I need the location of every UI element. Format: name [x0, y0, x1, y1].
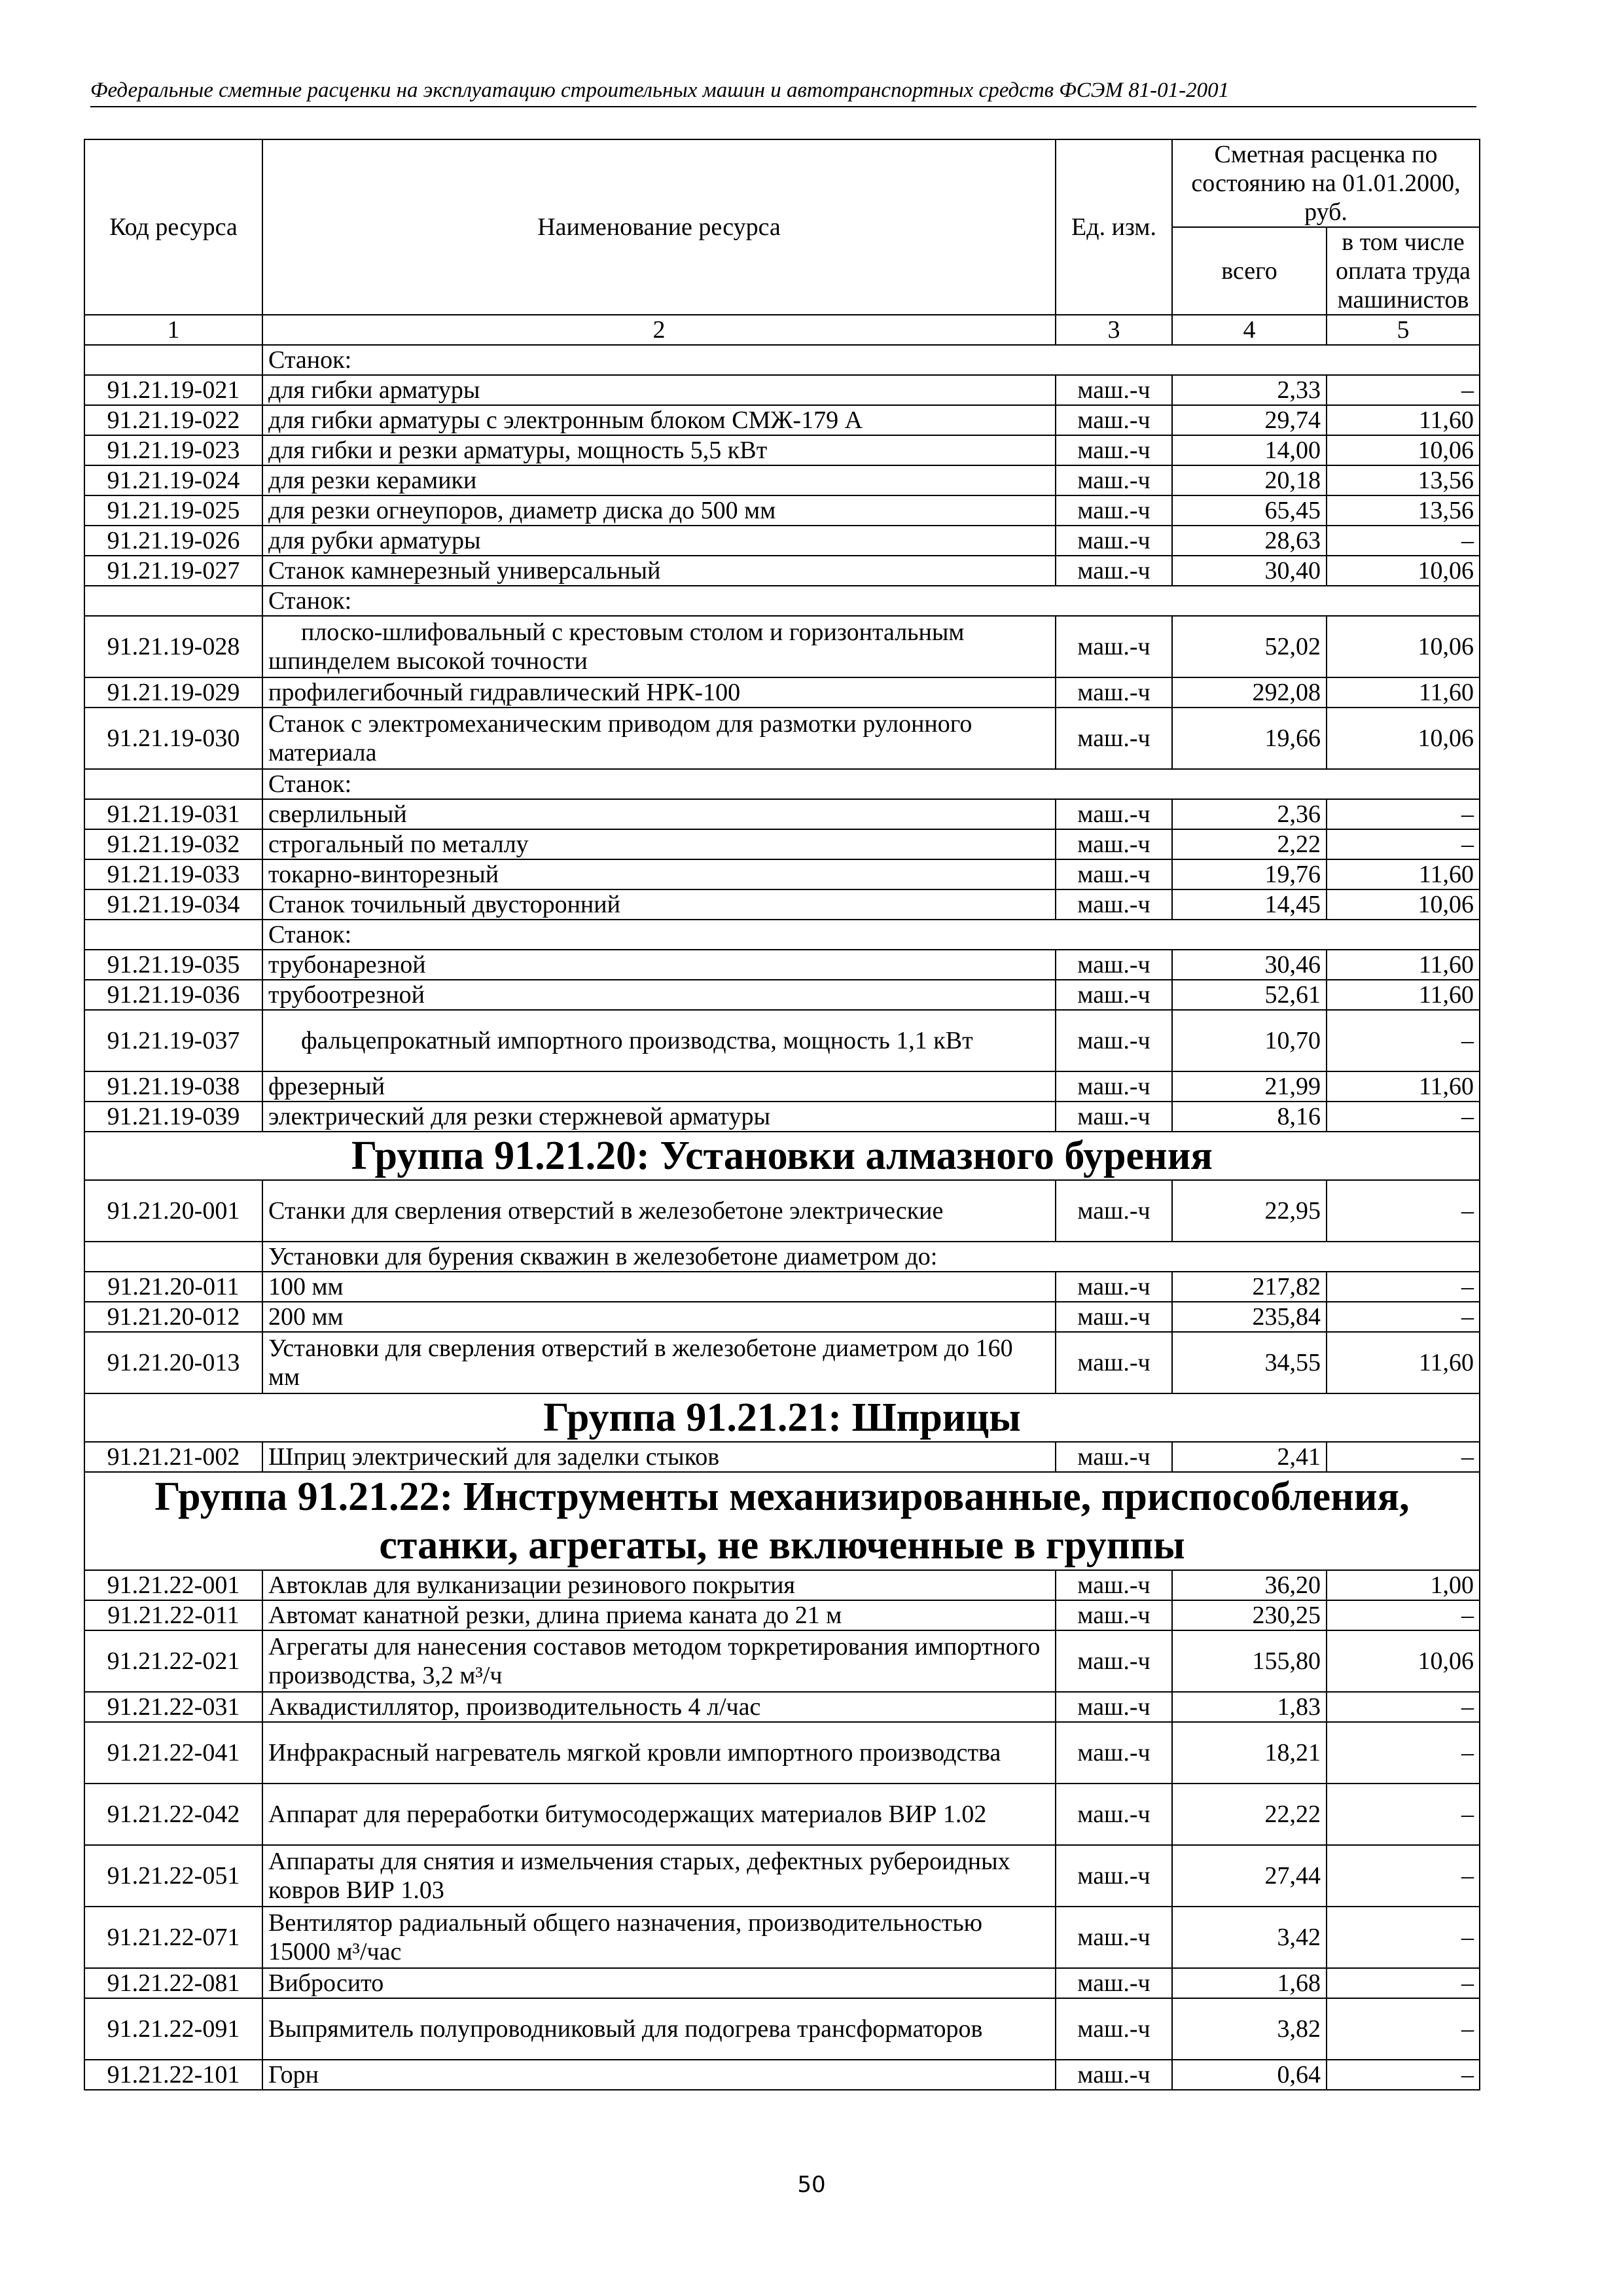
resource-code: 91.21.19-034 [84, 889, 262, 920]
group-title: Группа 91.21.20: Установки алмазного бурения [84, 1132, 1480, 1180]
resource-code: 91.21.19-031 [84, 799, 262, 829]
total-rate: 28,63 [1172, 526, 1327, 556]
table-row [84, 1784, 1480, 1845]
resource-code: 91.21.19-022 [84, 405, 262, 435]
resource-code: 91.21.22-042 [84, 1784, 262, 1845]
header-total: всего [1172, 227, 1327, 315]
total-rate: 2,36 [1172, 799, 1327, 829]
table-row [84, 1600, 1480, 1630]
labor-rate: – [1327, 799, 1480, 829]
total-rate: 22,22 [1172, 1784, 1327, 1845]
resource-code: 91.21.19-030 [84, 708, 262, 769]
unit-cell: маш.-ч [1056, 556, 1172, 586]
total-rate: 230,25 [1172, 1600, 1327, 1630]
code-cell [84, 920, 262, 950]
header-price: Сметная расценка по состоянию на 01.01.2000, руб. [1172, 139, 1480, 227]
resource-code: 91.21.22-031 [84, 1692, 262, 1722]
total-rate: 18,21 [1172, 1722, 1327, 1784]
subheading-label: Станок: [262, 920, 1480, 950]
resource-code: 91.21.22-081 [84, 1968, 262, 1998]
unit-cell: маш.-ч [1056, 1630, 1172, 1692]
table-row [84, 829, 1480, 859]
unit-cell: маш.-ч [1056, 1722, 1172, 1784]
unit-cell: маш.-ч [1056, 677, 1172, 708]
unit-cell: маш.-ч [1056, 1998, 1172, 2060]
labor-rate: 11,60 [1327, 677, 1480, 708]
resource-name: трубоотрезной [262, 980, 1056, 1010]
labor-rate: – [1327, 1102, 1480, 1132]
labor-rate: – [1327, 1784, 1480, 1845]
labor-rate: 11,60 [1327, 1071, 1480, 1102]
resource-name: 100 мм [262, 1272, 1056, 1302]
resource-name: Аппарат для переработки битумосодержащих материалов ВИР 1.02 [262, 1784, 1056, 1845]
table-row [84, 1180, 1480, 1242]
unit-cell: маш.-ч [1056, 2060, 1172, 2090]
labor-rate: – [1327, 1302, 1480, 1332]
unit-cell: маш.-ч [1056, 980, 1172, 1010]
table-row [84, 1845, 1480, 1907]
labor-rate: 11,60 [1327, 405, 1480, 435]
resource-name: сверлильный [262, 799, 1056, 829]
total-rate: 0,64 [1172, 2060, 1327, 2090]
total-rate: 22,95 [1172, 1180, 1327, 1242]
labor-rate: – [1327, 1692, 1480, 1722]
unit-cell: маш.-ч [1056, 465, 1172, 495]
total-rate: 1,68 [1172, 1968, 1327, 1998]
total-rate: 3,42 [1172, 1907, 1327, 1968]
header-name: Наименование ресурса [262, 139, 1056, 315]
table-row [84, 1010, 1480, 1071]
code-cell [84, 1242, 262, 1272]
resource-name: токарно-винторезный [262, 859, 1056, 889]
resource-name: для резки огнеупоров, диаметр диска до 500 мм [262, 495, 1056, 526]
unit-cell: маш.-ч [1056, 859, 1172, 889]
subheading-label: Станок: [262, 345, 1480, 375]
subheading-label: Станок: [262, 586, 1480, 616]
labor-rate: – [1327, 1968, 1480, 1998]
resource-name: Автоклав для вулканизации резинового покрытия [262, 1570, 1056, 1600]
unit-cell: маш.-ч [1056, 708, 1172, 769]
resource-name: плоско-шлифовальный с крестовым столом и горизонтальным шпинделем высокой точности [262, 616, 1056, 677]
table-row [84, 889, 1480, 920]
subheading-row [84, 1242, 1480, 1272]
table-row [84, 950, 1480, 980]
resource-code: 91.21.20-011 [84, 1272, 262, 1302]
table-row [84, 1442, 1480, 1472]
code-cell [84, 586, 262, 616]
resource-name: Вибросито [262, 1968, 1056, 1998]
unit-cell: маш.-ч [1056, 1784, 1172, 1845]
labor-rate: – [1327, 1845, 1480, 1907]
table-row [84, 405, 1480, 435]
resource-code: 91.21.19-038 [84, 1071, 262, 1102]
table-row [84, 677, 1480, 708]
unit-cell: маш.-ч [1056, 1071, 1172, 1102]
unit-cell: маш.-ч [1056, 1302, 1172, 1332]
running-head: Федеральные сметные расценки на эксплуатацию строительных машин и автотранспортных средств ФСЭМ 81-01-2001 [90, 73, 1476, 107]
table-row [84, 556, 1480, 586]
labor-rate: – [1327, 829, 1480, 859]
resource-code: 91.21.19-024 [84, 465, 262, 495]
unit-cell: маш.-ч [1056, 1968, 1172, 1998]
labor-rate: – [1327, 526, 1480, 556]
resource-name: Станки для сверления отверстий в железобетоне электрические [262, 1180, 1056, 1242]
table-row [84, 1968, 1480, 1998]
subheading-row [84, 769, 1480, 799]
resource-code: 91.21.19-026 [84, 526, 262, 556]
unit-cell: маш.-ч [1056, 405, 1172, 435]
labor-rate: – [1327, 1998, 1480, 2060]
labor-rate: 11,60 [1327, 859, 1480, 889]
labor-rate: – [1327, 1600, 1480, 1630]
unit-cell: маш.-ч [1056, 1010, 1172, 1071]
subheading-row [84, 586, 1480, 616]
unit-cell: маш.-ч [1056, 1332, 1172, 1393]
unit-cell: маш.-ч [1056, 375, 1172, 405]
total-rate: 155,80 [1172, 1630, 1327, 1692]
code-cell [84, 769, 262, 799]
table-row [84, 1071, 1480, 1102]
unit-cell: маш.-ч [1056, 889, 1172, 920]
header-labor: в том числе оплата труда машинистов [1327, 227, 1480, 315]
unit-cell: маш.-ч [1056, 1845, 1172, 1907]
resource-code: 91.21.19-039 [84, 1102, 262, 1132]
resource-name: Установки для сверления отверстий в железобетоне диаметром до 160 мм [262, 1332, 1056, 1393]
labor-rate: – [1327, 1272, 1480, 1302]
unit-cell: маш.-ч [1056, 1180, 1172, 1242]
table-row [84, 980, 1480, 1010]
group-heading-row [84, 1393, 1480, 1442]
table-row [84, 708, 1480, 769]
total-rate: 30,40 [1172, 556, 1327, 586]
resource-code: 91.21.19-027 [84, 556, 262, 586]
unit-cell: маш.-ч [1056, 435, 1172, 465]
table-row [84, 375, 1480, 405]
labor-rate: 10,06 [1327, 889, 1480, 920]
table-row [84, 1907, 1480, 1968]
table-row [84, 859, 1480, 889]
labor-rate: 10,06 [1327, 1630, 1480, 1692]
table-row [84, 526, 1480, 556]
resource-code: 91.21.22-091 [84, 1998, 262, 2060]
group-heading-row [84, 1472, 1480, 1570]
total-rate: 14,45 [1172, 889, 1327, 920]
resource-code: 91.21.22-001 [84, 1570, 262, 1600]
labor-rate: 10,06 [1327, 435, 1480, 465]
labor-rate: – [1327, 1010, 1480, 1071]
resource-code: 91.21.19-033 [84, 859, 262, 889]
labor-rate: 13,56 [1327, 465, 1480, 495]
unit-cell: маш.-ч [1056, 799, 1172, 829]
labor-rate: 10,06 [1327, 708, 1480, 769]
resource-name: трубонарезной [262, 950, 1056, 980]
resource-name: 200 мм [262, 1302, 1056, 1332]
total-rate: 52,02 [1172, 616, 1327, 677]
column-number: 4 [1172, 315, 1327, 345]
resource-name: строгальный по металлу [262, 829, 1056, 859]
column-number: 5 [1327, 315, 1480, 345]
total-rate: 65,45 [1172, 495, 1327, 526]
resource-name: для гибки арматуры с электронным блоком СМЖ-179 А [262, 405, 1056, 435]
table-row [84, 1998, 1480, 2060]
labor-rate: – [1327, 1722, 1480, 1784]
resource-code: 91.21.19-021 [84, 375, 262, 405]
total-rate: 52,61 [1172, 980, 1327, 1010]
resource-name: Аквадистиллятор, производительность 4 л/час [262, 1692, 1056, 1722]
resource-code: 91.21.22-101 [84, 2060, 262, 2090]
table-row [84, 1302, 1480, 1332]
total-rate: 217,82 [1172, 1272, 1327, 1302]
table-row [84, 1570, 1480, 1600]
subheading-label: Станок: [262, 769, 1480, 799]
resource-code: 91.21.22-051 [84, 1845, 262, 1907]
total-rate: 19,66 [1172, 708, 1327, 769]
table-row [84, 495, 1480, 526]
total-rate: 2,41 [1172, 1442, 1327, 1472]
resource-code: 91.21.21-002 [84, 1442, 262, 1472]
labor-rate: – [1327, 375, 1480, 405]
resource-code: 91.21.19-028 [84, 616, 262, 677]
labor-rate: – [1327, 1180, 1480, 1242]
group-title: Группа 91.21.22: Инструменты механизированные, приспособления, станки, агрегаты, не включенные в группы [84, 1472, 1480, 1570]
resource-name: Вентилятор радиальный общего назначения, производительностью 15000 м³/час [262, 1907, 1056, 1968]
resource-name: Автомат канатной резки, длина приема каната до 21 м [262, 1600, 1056, 1630]
table-row [84, 1630, 1480, 1692]
unit-cell: маш.-ч [1056, 1907, 1172, 1968]
table-row [84, 1102, 1480, 1132]
total-rate: 30,46 [1172, 950, 1327, 980]
labor-rate: 10,06 [1327, 556, 1480, 586]
resource-name: Станок точильный двусторонний [262, 889, 1056, 920]
unit-cell: маш.-ч [1056, 950, 1172, 980]
resource-name: фрезерный [262, 1071, 1056, 1102]
resource-code: 91.21.22-071 [84, 1907, 262, 1968]
total-rate: 292,08 [1172, 677, 1327, 708]
unit-cell: маш.-ч [1056, 616, 1172, 677]
resource-name: Шприц электрический для заделки стыков [262, 1442, 1056, 1472]
resource-name: Агрегаты для нанесения составов методом торкретирования импортного производства, 3,2 м³/ч [262, 1630, 1056, 1692]
resource-name: профилегибочный гидравлический НРК-100 [262, 677, 1056, 708]
resource-code: 91.21.19-037 [84, 1010, 262, 1071]
resource-name: для гибки арматуры [262, 375, 1056, 405]
table-row [84, 2060, 1480, 2090]
unit-cell: маш.-ч [1056, 829, 1172, 859]
table-row [84, 1272, 1480, 1302]
resource-name: электрический для резки стержневой арматуры [262, 1102, 1056, 1132]
table-row [84, 799, 1480, 829]
resource-name: фальцепрокатный импортного производства, мощность 1,1 кВт [262, 1010, 1056, 1071]
total-rate: 1,83 [1172, 1692, 1327, 1722]
rates-table [84, 139, 1480, 2090]
unit-cell: маш.-ч [1056, 1442, 1172, 1472]
column-number: 1 [84, 315, 262, 345]
table-row [84, 1332, 1480, 1393]
total-rate: 29,74 [1172, 405, 1327, 435]
page-number: 50 [797, 2172, 826, 2198]
subheading-row [84, 345, 1480, 375]
resource-code: 91.21.19-025 [84, 495, 262, 526]
table-row [84, 616, 1480, 677]
resource-code: 91.21.19-035 [84, 950, 262, 980]
resource-code: 91.21.19-029 [84, 677, 262, 708]
resource-name: Станок камнерезный универсальный [262, 556, 1056, 586]
resource-name: для резки керамики [262, 465, 1056, 495]
table-body [84, 345, 1480, 2090]
unit-cell: маш.-ч [1056, 1692, 1172, 1722]
column-number: 2 [262, 315, 1056, 345]
resource-name: Горн [262, 2060, 1056, 2090]
table-row [84, 435, 1480, 465]
resource-name: для гибки и резки арматуры, мощность 5,5 кВт [262, 435, 1056, 465]
unit-cell: маш.-ч [1056, 1272, 1172, 1302]
total-rate: 2,33 [1172, 375, 1327, 405]
total-rate: 2,22 [1172, 829, 1327, 859]
unit-cell: маш.-ч [1056, 526, 1172, 556]
labor-rate: 11,60 [1327, 950, 1480, 980]
group-heading-row [84, 1132, 1480, 1180]
resource-code: 91.21.19-023 [84, 435, 262, 465]
subheading-row [84, 920, 1480, 950]
labor-rate: – [1327, 1442, 1480, 1472]
unit-cell: маш.-ч [1056, 1570, 1172, 1600]
labor-rate: 11,60 [1327, 980, 1480, 1010]
table-row [84, 1722, 1480, 1784]
resource-code: 91.21.20-013 [84, 1332, 262, 1393]
unit-cell: маш.-ч [1056, 495, 1172, 526]
labor-rate: 10,06 [1327, 616, 1480, 677]
table-row [84, 1692, 1480, 1722]
labor-rate: 13,56 [1327, 495, 1480, 526]
labor-rate: 11,60 [1327, 1332, 1480, 1393]
total-rate: 235,84 [1172, 1302, 1327, 1332]
resource-code: 91.21.22-011 [84, 1600, 262, 1630]
resource-name: Станок с электромеханическим приводом для размотки рулонного материала [262, 708, 1056, 769]
table-row [84, 465, 1480, 495]
resource-code: 91.21.19-036 [84, 980, 262, 1010]
code-cell [84, 345, 262, 375]
labor-rate: – [1327, 2060, 1480, 2090]
resource-name: Инфракрасный нагреватель мягкой кровли импортного производства [262, 1722, 1056, 1784]
unit-cell: маш.-ч [1056, 1600, 1172, 1630]
labor-rate: – [1327, 1907, 1480, 1968]
unit-cell: маш.-ч [1056, 1102, 1172, 1132]
resource-code: 91.21.20-012 [84, 1302, 262, 1332]
resource-name: для рубки арматуры [262, 526, 1056, 556]
group-title: Группа 91.21.21: Шприцы [84, 1393, 1480, 1442]
resource-name: Аппараты для снятия и измельчения старых, дефектных рубероидных ковров ВИР 1.03 [262, 1845, 1056, 1907]
resource-code: 91.21.19-032 [84, 829, 262, 859]
total-rate: 34,55 [1172, 1332, 1327, 1393]
total-rate: 27,44 [1172, 1845, 1327, 1907]
total-rate: 21,99 [1172, 1071, 1327, 1102]
total-rate: 20,18 [1172, 465, 1327, 495]
total-rate: 3,82 [1172, 1998, 1327, 2060]
subheading-label: Установки для бурения скважин в железобетоне диаметром до: [262, 1242, 1480, 1272]
labor-rate: 1,00 [1327, 1570, 1480, 1600]
total-rate: 19,76 [1172, 859, 1327, 889]
header-unit: Ед. изм. [1056, 139, 1172, 315]
resource-code: 91.21.22-021 [84, 1630, 262, 1692]
header-code: Код ресурса [84, 139, 262, 315]
total-rate: 10,70 [1172, 1010, 1327, 1071]
resource-name: Выпрямитель полупроводниковый для подогрева трансформаторов [262, 1998, 1056, 2060]
resource-code: 91.21.20-001 [84, 1180, 262, 1242]
total-rate: 14,00 [1172, 435, 1327, 465]
total-rate: 36,20 [1172, 1570, 1327, 1600]
total-rate: 8,16 [1172, 1102, 1327, 1132]
resource-code: 91.21.22-041 [84, 1722, 262, 1784]
column-number: 3 [1056, 315, 1172, 345]
